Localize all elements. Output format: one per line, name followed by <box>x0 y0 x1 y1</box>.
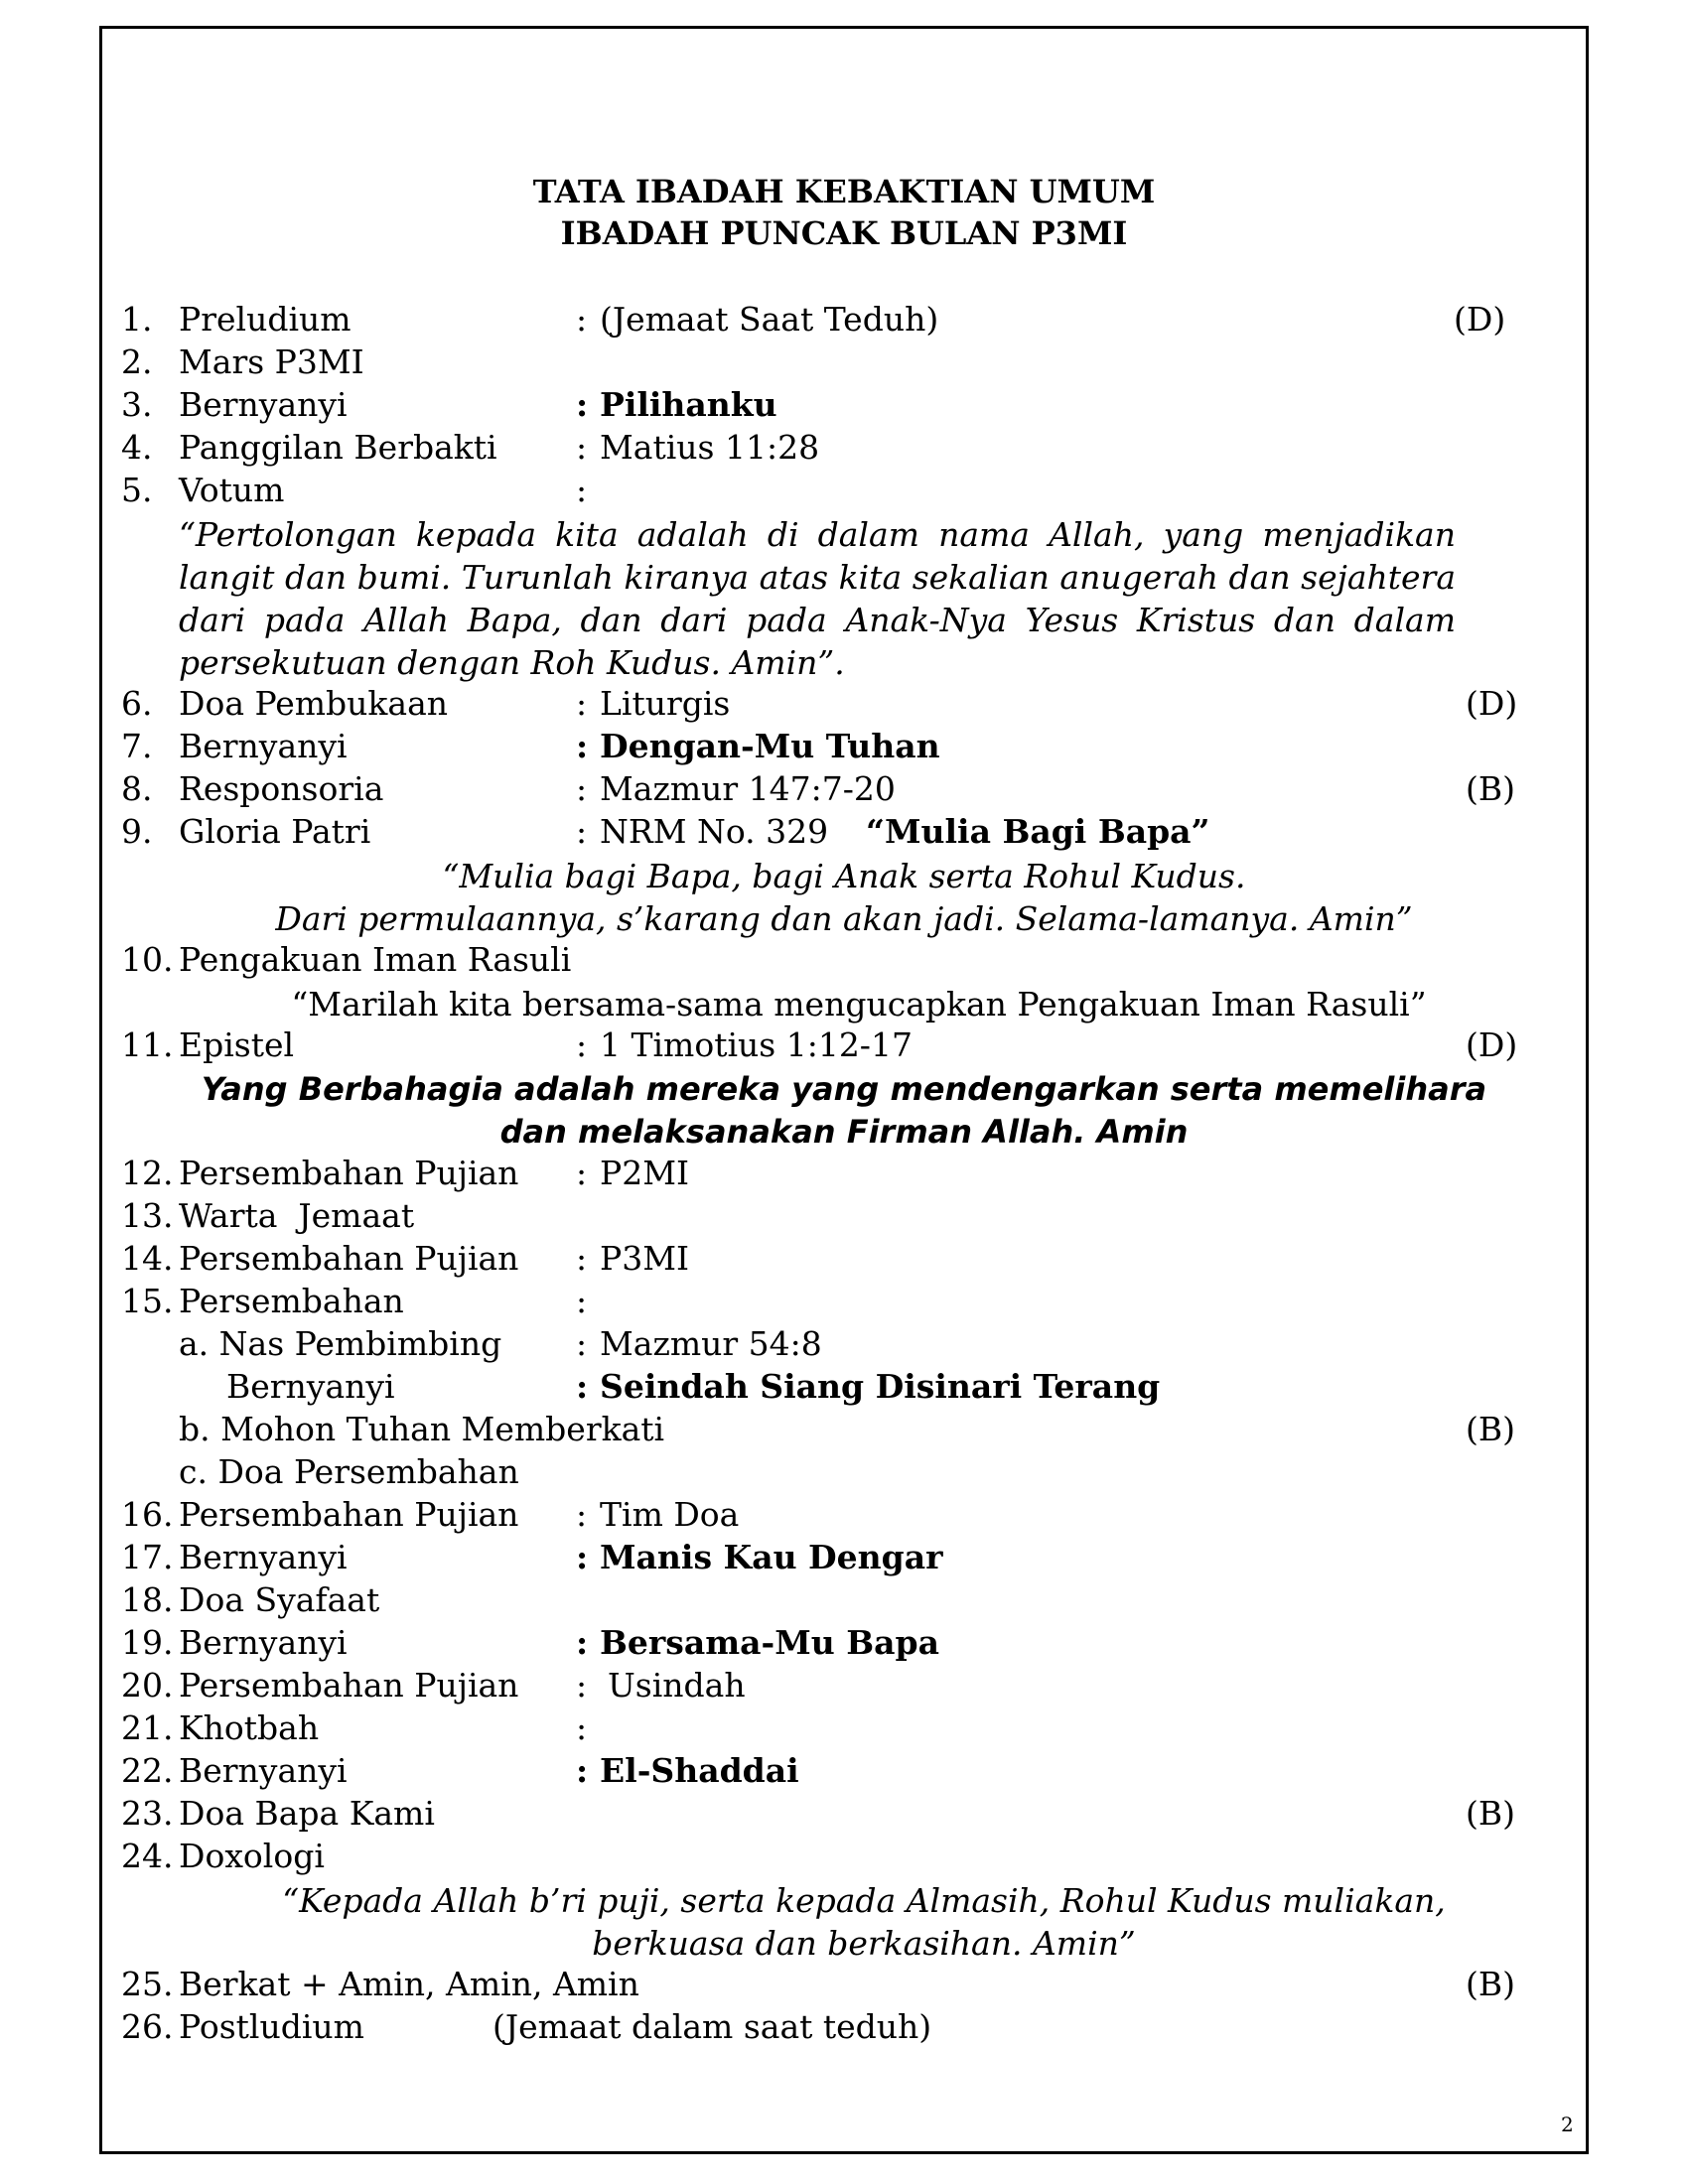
item-label: Epistel <box>179 1025 295 1064</box>
item-number: 19. <box>121 1623 174 1662</box>
colon: : <box>576 684 588 723</box>
sub-item <box>0 1452 1688 1495</box>
item-value: 1 Timotius 1:12-17 <box>600 1025 913 1064</box>
list-item <box>0 812 1688 855</box>
item-number: 20. <box>121 1666 174 1705</box>
colon: : <box>576 812 588 851</box>
item-label: Bernyanyi <box>179 727 348 765</box>
item-number: 1. <box>121 300 153 339</box>
item-number: 26. <box>121 2007 174 2046</box>
list-item <box>0 1538 1688 1580</box>
list-item <box>0 1282 1688 1324</box>
page-number: 2 <box>1561 2113 1574 2136</box>
item-role: (D) <box>1454 300 1506 339</box>
list-item <box>0 300 1688 342</box>
doxology-line-2: berkuasa dan berkasihan. Amin” <box>592 1924 1136 1963</box>
list-item <box>0 342 1688 385</box>
list-item <box>0 428 1688 471</box>
item-label: Persembahan Pujian <box>179 1239 519 1278</box>
colon: : <box>576 1239 588 1278</box>
list-item <box>0 1495 1688 1538</box>
item-label: Panggilan Berbakti <box>179 428 497 467</box>
item-number: 7. <box>121 727 153 765</box>
colon: : <box>576 1154 588 1192</box>
list-item <box>0 1708 1688 1751</box>
song-title: Seindah Siang Disinari Terang <box>600 1367 1161 1406</box>
list-item <box>0 1837 1688 1879</box>
list-item <box>0 1794 1688 1837</box>
item-value: (Jemaat Saat Teduh) <box>600 300 939 339</box>
colon: : <box>576 1495 588 1534</box>
item-number: 21. <box>121 1708 174 1747</box>
list-item <box>0 385 1688 428</box>
item-label: Doxologi <box>179 1837 325 1875</box>
list-item <box>0 2007 1688 2050</box>
item-label: Pengakuan Iman Rasuli <box>179 940 572 979</box>
list-item <box>0 1154 1688 1196</box>
item-label: Bernyanyi <box>179 1623 348 1662</box>
colon: : <box>576 385 589 424</box>
item-number: 5. <box>121 471 153 509</box>
item-number: 15. <box>121 1282 174 1320</box>
item-label: Gloria Patri <box>179 812 371 851</box>
item-number: 6. <box>121 684 153 723</box>
item-number: 12. <box>121 1154 174 1192</box>
item-number: 11. <box>121 1025 174 1064</box>
sub-item-label: c. Doa Persembahan <box>179 1452 519 1491</box>
item-number: 17. <box>121 1538 174 1576</box>
item-label: Persembahan <box>179 1282 404 1320</box>
item-number: 9. <box>121 812 153 851</box>
item-label: Bernyanyi <box>179 1751 348 1790</box>
item-number: 3. <box>121 385 153 424</box>
list-item <box>0 1623 1688 1666</box>
item-value: Tim Doa <box>600 1495 740 1534</box>
item-role: (D) <box>1466 684 1518 723</box>
item-value: Matius 11:28 <box>600 428 820 467</box>
song-title: “Mulia Bagi Bapa” <box>866 812 1210 851</box>
list-item <box>0 684 1688 727</box>
title-line-2: IBADAH PUNCAK BULAN P3MI <box>560 214 1128 252</box>
colon: : <box>576 1324 588 1363</box>
title-line-1: TATA IBADAH KEBAKTIAN UMUM <box>532 173 1156 210</box>
item-label: Mars P3MI <box>179 342 364 381</box>
item-label: Bernyanyi <box>179 1538 348 1576</box>
sub-item <box>0 1324 1688 1367</box>
colon: : <box>576 1367 589 1406</box>
creed-text: “Marilah kita bersama-sama mengucapkan Pengakuan Iman Rasuli” <box>291 985 1427 1024</box>
song-title: Pilihanku <box>600 385 777 424</box>
list-item <box>0 727 1688 769</box>
colon: : <box>576 1025 588 1064</box>
list-item <box>0 1965 1688 2007</box>
item-number: 10. <box>121 940 174 979</box>
item-role: (D) <box>1466 1025 1518 1064</box>
item-role: (B) <box>1466 1965 1515 2003</box>
colon: : <box>576 1538 589 1576</box>
item-role: (B) <box>1466 1794 1515 1833</box>
item-number: 25. <box>121 1965 174 2003</box>
list-item <box>0 1666 1688 1708</box>
item-number: 18. <box>121 1580 174 1619</box>
item-label: Persembahan Pujian <box>179 1495 519 1534</box>
item-number: 13. <box>121 1196 174 1235</box>
colon: : <box>576 1282 588 1320</box>
item-label: Preludium <box>179 300 352 339</box>
item-number: 2. <box>121 342 153 381</box>
item-number: 16. <box>121 1495 174 1534</box>
colon: : <box>576 1751 589 1790</box>
item-label: Doa Pembukaan <box>179 684 449 723</box>
item-label: Doa Bapa Kami <box>179 1794 435 1833</box>
song-title: Bersama-Mu Bapa <box>600 1623 939 1662</box>
item-number: 23. <box>121 1794 174 1833</box>
item-value: Liturgis <box>600 684 731 723</box>
item-label: Doa Syafaat <box>179 1580 380 1619</box>
song-title: Dengan-Mu Tuhan <box>600 727 940 765</box>
item-number: 24. <box>121 1837 174 1875</box>
sub-item-label: a. Nas Pembimbing <box>179 1324 502 1363</box>
sub-item <box>0 1367 1688 1410</box>
list-item <box>0 1751 1688 1794</box>
colon: : <box>576 300 588 339</box>
epistle-response-line-2: dan melaksanakan Firman Allah. Amin <box>499 1113 1189 1151</box>
colon: : <box>576 428 588 467</box>
list-item <box>0 1580 1688 1623</box>
item-label: Berkat + Amin, Amin, Amin <box>179 1965 639 2003</box>
list-item <box>0 769 1688 812</box>
item-label: Warta Jemaat <box>179 1196 415 1235</box>
item-label: Postludium <box>179 2007 364 2046</box>
doxology-line-1: “Kepada Allah b’ri puji, serta kepada Almasih, Rohul Kudus muliakan, <box>282 1881 1446 1920</box>
colon: : <box>576 1708 588 1747</box>
item-label: Votum <box>179 471 285 509</box>
item-role: (B) <box>1466 769 1515 808</box>
item-value: P3MI <box>600 1239 690 1278</box>
item-number: 14. <box>121 1239 174 1278</box>
list-item <box>0 1239 1688 1282</box>
list-item <box>0 471 1688 513</box>
colon: : <box>576 1666 588 1705</box>
song-title: Manis Kau Dengar <box>600 1538 943 1576</box>
gloria-text-line-2: Dari permulaannya, s’karang dan akan jadi. Selama-lamanya. Amin” <box>275 899 1413 938</box>
item-value: NRM No. 329 <box>600 812 829 851</box>
item-label: Khotbah <box>179 1708 320 1747</box>
votum-text: “Pertolongan kepada kita adalah di dalam nama Allah, yang menjadikan langit dan bumi. Turunlah kiranya atas kita sekalian anugerah dan sejahtera dari pada Allah Bapa, dan dari pada Anak-Nya Yesus Kristus dan dalam persekutuan dengan Roh Kudus. Amin”. <box>179 515 1456 682</box>
sub-item-label: Bernyanyi <box>226 1367 395 1406</box>
item-value: Usindah <box>608 1666 746 1705</box>
list-item <box>0 940 1688 983</box>
item-label: Responsoria <box>179 769 384 808</box>
item-value: (Jemaat dalam saat teduh) <box>492 2007 932 2046</box>
sub-item-label: b. Mohon Tuhan Memberkati <box>179 1410 665 1448</box>
item-number: 8. <box>121 769 153 808</box>
item-value: Mazmur 54:8 <box>600 1324 822 1363</box>
item-number: 4. <box>121 428 153 467</box>
colon: : <box>576 769 588 808</box>
item-label: Bernyanyi <box>179 385 348 424</box>
item-label: Persembahan Pujian <box>179 1666 519 1705</box>
epistle-response-line-1: Yang Berbahagia adalah mereka yang mendengarkan serta memelihara <box>201 1070 1487 1108</box>
song-title: El-Shaddai <box>600 1751 799 1790</box>
item-number: 22. <box>121 1751 174 1790</box>
gloria-text-line-1: “Mulia bagi Bapa, bagi Anak serta Rohul Kudus. <box>442 857 1246 895</box>
colon: : <box>576 727 589 765</box>
colon: : <box>576 471 588 509</box>
list-item <box>0 1196 1688 1239</box>
sub-item <box>0 1410 1688 1452</box>
list-item <box>0 1025 1688 1068</box>
colon: : <box>576 1623 589 1662</box>
item-label: Persembahan Pujian <box>179 1154 519 1192</box>
item-value: P2MI <box>600 1154 690 1192</box>
item-role: (B) <box>1466 1410 1515 1448</box>
item-value: Mazmur 147:7-20 <box>600 769 896 808</box>
